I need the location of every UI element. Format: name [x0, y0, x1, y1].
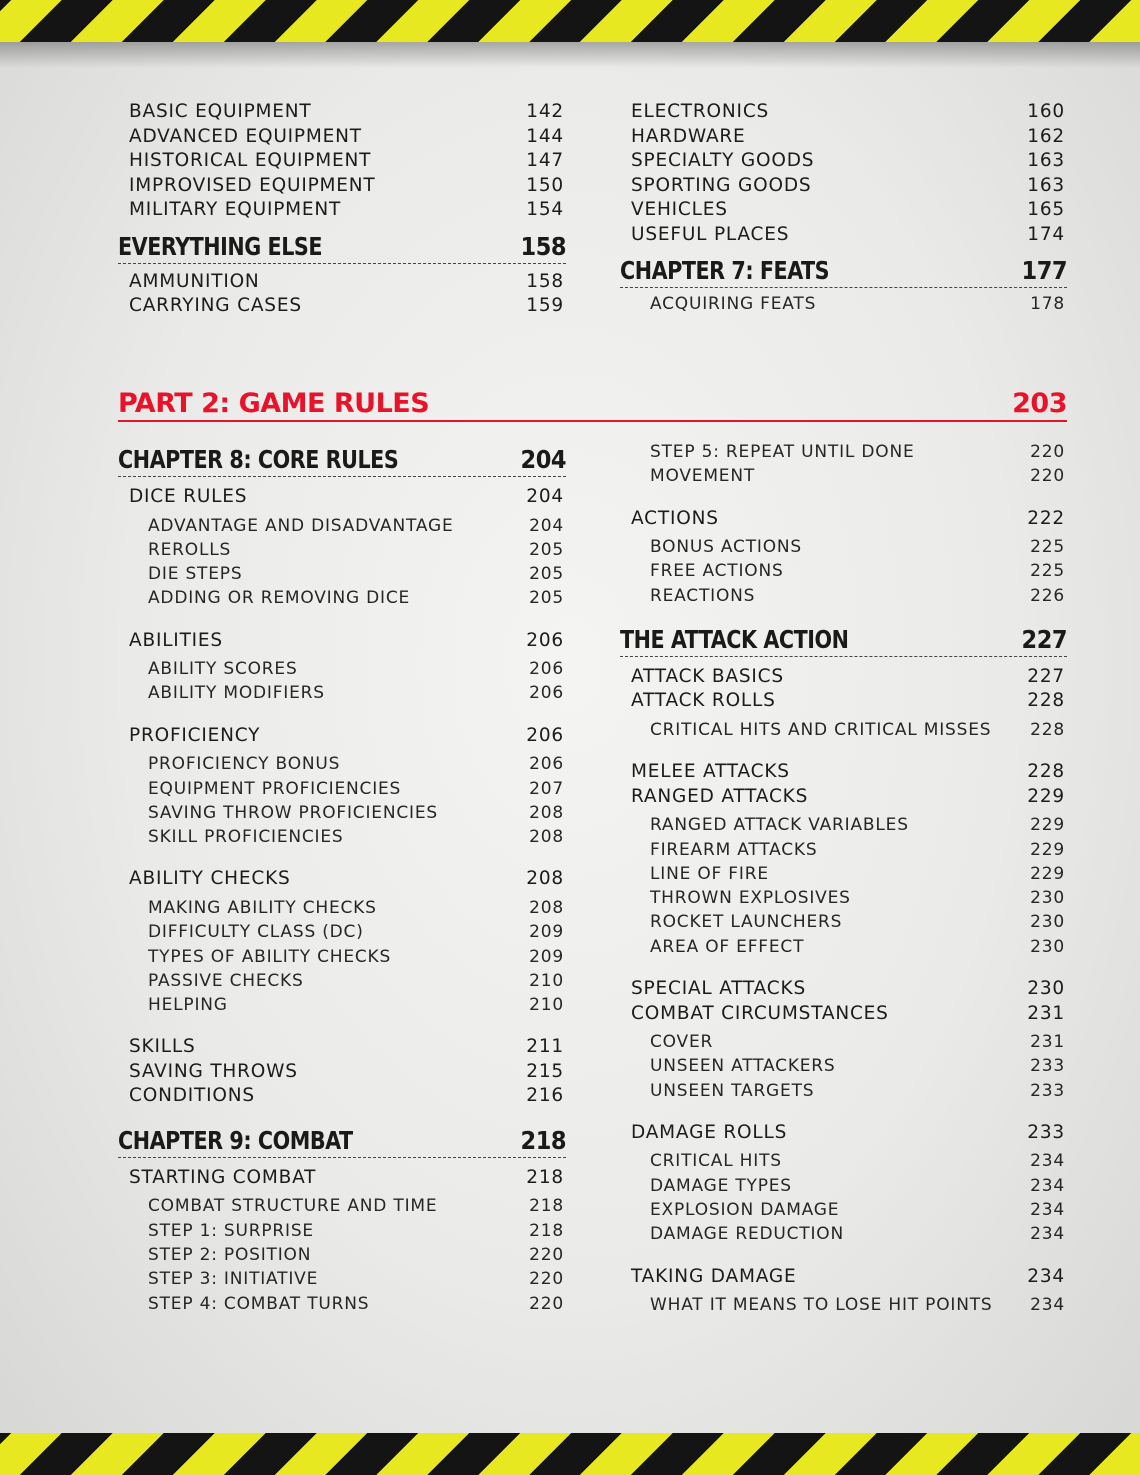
- toc-subentry[interactable]: PASSIVE CHECKS 210: [148, 970, 564, 991]
- toc-entry[interactable]: ADVANCED EQUIPMENT 144: [129, 125, 564, 147]
- toc-subentry[interactable]: DAMAGE TYPES 234: [650, 1175, 1065, 1196]
- section-heading-attack-action[interactable]: THE ATTACK ACTION 227: [620, 622, 1067, 657]
- toc-subentry[interactable]: STEP 4: COMBAT TURNS 220: [148, 1293, 564, 1314]
- toc-entry[interactable]: ABILITY CHECKS 208: [129, 868, 564, 890]
- toc-subentry[interactable]: FIREARM ATTACKS 229: [650, 839, 1065, 860]
- toc-entry[interactable]: STARTING COMBAT 218: [129, 1166, 564, 1188]
- toc-entry[interactable]: BASIC EQUIPMENT 142: [129, 101, 564, 122]
- toc-subentry[interactable]: HELPING 210: [148, 995, 564, 1016]
- toc-subentry[interactable]: UNSEEN ATTACKERS 233: [650, 1056, 1065, 1077]
- toc-subentry[interactable]: WHAT IT MEANS TO LOSE HIT POINTS 234: [650, 1295, 1065, 1316]
- toc-subentry[interactable]: UNSEEN TARGETS 233: [650, 1080, 1065, 1101]
- toc-entry[interactable]: TAKING DAMAGE 234: [631, 1265, 1065, 1287]
- part-heading[interactable]: PART 2: GAME RULES 203: [118, 386, 1067, 422]
- toc-entry[interactable]: MELEE ATTACKS 228: [631, 761, 1065, 783]
- chapter-heading-9[interactable]: CHAPTER 9: COMBAT 218: [118, 1123, 566, 1158]
- toc-subentry[interactable]: REROLLS 205: [148, 539, 564, 560]
- toc-subentry[interactable]: ROCKET LAUNCHERS 230: [650, 912, 1065, 933]
- toc-entry[interactable]: PROFICIENCY 206: [129, 724, 564, 746]
- toc-subentry[interactable]: STEP 2: POSITION 220: [148, 1245, 564, 1266]
- toc-subentry[interactable]: SKILL PROFICIENCIES 208: [148, 827, 564, 848]
- toc-entry[interactable]: ATTACK ROLLS 228: [631, 690, 1065, 712]
- toc-subentry[interactable]: BONUS ACTIONS 225: [650, 537, 1065, 558]
- toc-subentry[interactable]: ABILITY MODIFIERS 206: [148, 683, 564, 704]
- toc-entry[interactable]: USEFUL PLACES 174: [631, 223, 1065, 245]
- toc-entry[interactable]: MILITARY EQUIPMENT 154: [129, 199, 564, 220]
- toc-left-column: [118, 442, 566, 1316]
- toc-subentry[interactable]: MAKING ABILITY CHECKS 208: [148, 897, 564, 918]
- toc-subentry[interactable]: EXPLOSION DAMAGE 234: [650, 1200, 1065, 1221]
- chapter-heading-8[interactable]: CHAPTER 8: CORE RULES 204: [118, 442, 566, 477]
- section-heading-everything-else[interactable]: EVERYTHING ELSE 158: [118, 229, 566, 264]
- toc-entry[interactable]: SPECIALTY GOODS 163: [631, 150, 1065, 171]
- toc-subentry[interactable]: THROWN EXPLOSIVES 230: [650, 888, 1065, 909]
- toc-subentry[interactable]: FREE ACTIONS 225: [650, 561, 1065, 582]
- toc-entry[interactable]: ACTIONS 222: [631, 507, 1065, 529]
- toc-entry[interactable]: CARRYING CASES 159: [129, 295, 564, 316]
- toc-subentry[interactable]: PROFICIENCY BONUS 206: [148, 754, 564, 775]
- toc-subentry[interactable]: AREA OF EFFECT 230: [650, 936, 1065, 957]
- toc-entry[interactable]: ELECTRONICS 160: [631, 101, 1065, 122]
- toc-subentry[interactable]: TYPES OF ABILITY CHECKS 209: [148, 946, 564, 967]
- toc-subentry[interactable]: DIFFICULTY CLASS (DC) 209: [148, 922, 564, 943]
- toc-entry[interactable]: CONDITIONS 216: [129, 1085, 564, 1107]
- toc-subentry[interactable]: ABILITY SCORES 206: [148, 659, 564, 680]
- toc-entry[interactable]: SPECIAL ATTACKS 230: [631, 978, 1065, 1000]
- toc-subentry[interactable]: ADVANTAGE AND DISADVANTAGE 204: [148, 515, 564, 536]
- toc-right-column: [620, 440, 1067, 1317]
- toc-entry[interactable]: SAVING THROWS 215: [129, 1060, 564, 1082]
- toc-entry[interactable]: VEHICLES 165: [631, 199, 1065, 220]
- toc-subentry[interactable]: EQUIPMENT PROFICIENCIES 207: [148, 778, 564, 799]
- toc-subentry[interactable]: ACQUIRING FEATS 178: [650, 294, 1065, 314]
- toc-entry[interactable]: IMPROVISED EQUIPMENT 150: [129, 174, 564, 196]
- toc-entry[interactable]: RANGED ATTACKS 229: [631, 785, 1065, 807]
- toc-entry[interactable]: SPORTING GOODS 163: [631, 174, 1065, 196]
- toc-subentry[interactable]: STEP 3: INITIATIVE 220: [148, 1269, 564, 1290]
- toc-subentry[interactable]: CRITICAL HITS 234: [650, 1151, 1065, 1172]
- toc-entry[interactable]: DICE RULES 204: [129, 486, 564, 507]
- toc-subentry[interactable]: COVER 231: [650, 1032, 1065, 1053]
- toc-entry[interactable]: SKILLS 211: [129, 1036, 564, 1058]
- toc-subentry[interactable]: REACTIONS 226: [650, 585, 1065, 606]
- toc-entry[interactable]: HISTORICAL EQUIPMENT 147: [129, 150, 564, 171]
- toc-subentry[interactable]: RANGED ATTACK VARIABLES 229: [650, 815, 1065, 836]
- toc-subentry[interactable]: DIE STEPS 205: [148, 564, 564, 585]
- toc-top-left: [118, 100, 566, 319]
- hazard-stripe-bottom: [0, 1433, 1140, 1475]
- grunge-edge-top: [0, 42, 1140, 68]
- toc-entry[interactable]: HARDWARE 162: [631, 125, 1065, 147]
- toc-entry[interactable]: ATTACK BASICS 227: [631, 665, 1065, 687]
- toc-entry[interactable]: DAMAGE ROLLS 233: [631, 1121, 1065, 1143]
- toc-subentry[interactable]: DAMAGE REDUCTION 234: [650, 1224, 1065, 1245]
- toc-subentry[interactable]: STEP 5: REPEAT UNTIL DONE 220: [650, 442, 1065, 462]
- toc-subentry[interactable]: ADDING OR REMOVING DICE 205: [148, 588, 564, 609]
- toc-entry[interactable]: AMMUNITION 158: [129, 270, 564, 292]
- toc-subentry[interactable]: CRITICAL HITS AND CRITICAL MISSES 228: [650, 719, 1065, 740]
- toc-top-right: [620, 100, 1067, 316]
- toc-entry[interactable]: ABILITIES 206: [129, 629, 564, 651]
- toc-entry[interactable]: COMBAT CIRCUMSTANCES 231: [631, 1002, 1065, 1024]
- toc-subentry[interactable]: STEP 1: SURPRISE 218: [148, 1220, 564, 1241]
- toc-subentry[interactable]: SAVING THROW PROFICIENCIES 208: [148, 802, 564, 823]
- chapter-heading-7[interactable]: CHAPTER 7: FEATS 177: [620, 253, 1067, 288]
- toc-subentry[interactable]: COMBAT STRUCTURE AND TIME 218: [148, 1196, 564, 1217]
- hazard-stripe-top: [0, 0, 1140, 42]
- toc-subentry[interactable]: LINE OF FIRE 229: [650, 863, 1065, 884]
- toc-subentry[interactable]: MOVEMENT 220: [650, 466, 1065, 487]
